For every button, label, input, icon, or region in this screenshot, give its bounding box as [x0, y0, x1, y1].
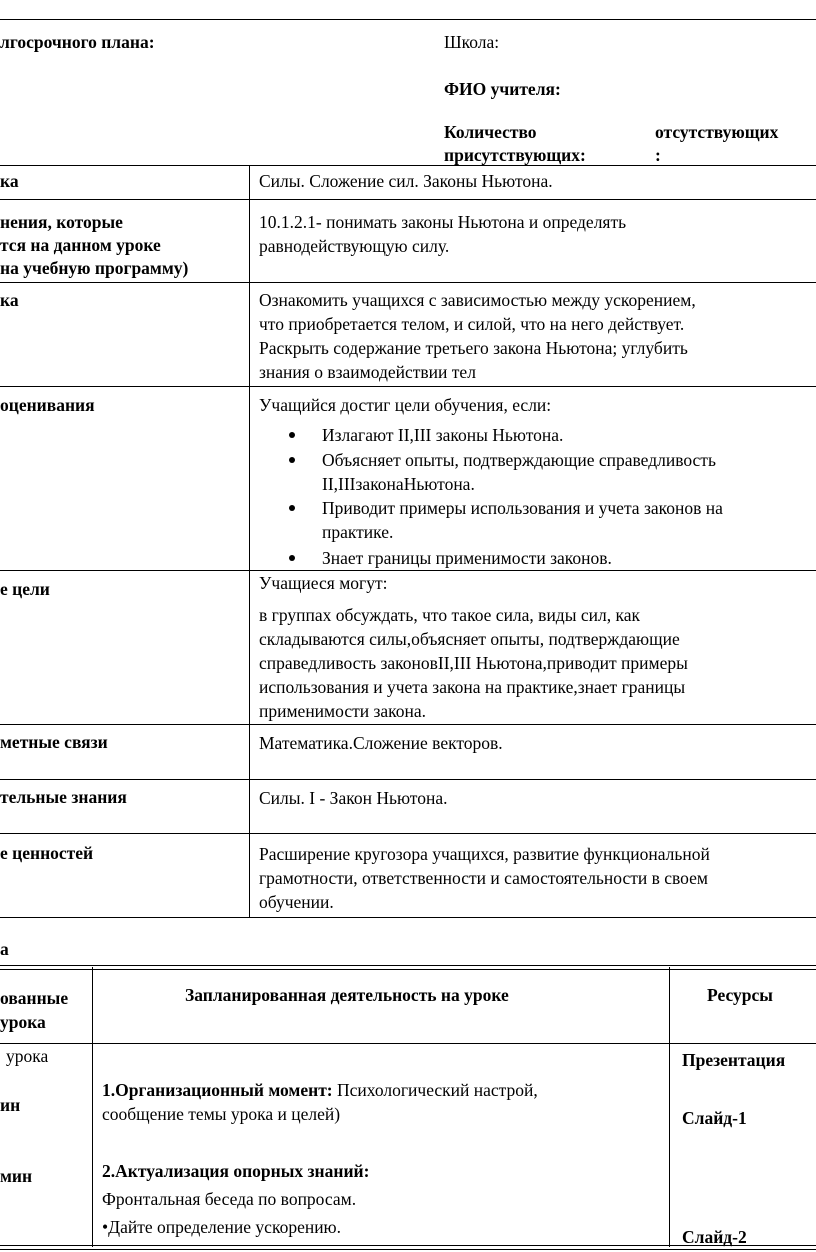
col-header-resources: Ресурсы	[707, 985, 773, 1005]
activity-item-1-line2: сообщение темы урока и целей)	[102, 1104, 341, 1124]
goals-label: нения, которые	[0, 212, 123, 232]
cross-links-value: Математика.Сложение векторов.	[259, 733, 503, 753]
criteria-bullet: Объясняет опыты, подтверждающие справедливость	[322, 450, 716, 470]
plan-label: лгосрочного плана:	[0, 32, 155, 52]
resource-slide-2: Слайд-2	[682, 1227, 747, 1247]
lesson-goal-label: ка	[0, 290, 19, 310]
section-title: а	[0, 939, 9, 959]
row-divider	[0, 779, 816, 780]
criteria-intro: Учащийся достиг цели обучения, если:	[259, 395, 552, 415]
row-divider	[0, 386, 816, 387]
bullet-dot-icon	[289, 505, 295, 511]
activity-item-1	[102, 1079, 538, 1101]
stage-time: ин	[0, 1095, 21, 1115]
language-goals-value: применимости закона.	[259, 701, 427, 721]
lesson-goal-value: знания о взаимодействии тел	[259, 362, 476, 382]
col-header-activity: Запланированная деятельность на уроке	[185, 985, 509, 1005]
goals-label: на учебную программу)	[0, 258, 189, 278]
row-divider	[0, 833, 816, 834]
school-label: Школа:	[444, 32, 500, 52]
language-goals-label: е цели	[0, 579, 50, 599]
values-value: Расширение кругозора учащихся, развитие функциональной	[259, 844, 710, 864]
bullet-dot-icon	[289, 432, 295, 438]
resource-slide-1: Слайд-1	[682, 1108, 747, 1128]
goals-value: 10.1.2.1- понимать законы Ньютона и определять	[259, 212, 627, 232]
topic-value: Силы. Сложение сил. Законы Ньютона.	[259, 171, 553, 191]
row-divider	[0, 570, 816, 571]
stage-time: мин	[0, 1166, 33, 1186]
lesson-goal-value: Раскрыть содержание третьего закона Ньютона; углубить	[259, 338, 688, 358]
count-label: Количество	[444, 122, 537, 142]
present-label: присутствующих:	[444, 145, 586, 165]
activity-item-2-line2: •Дайте определение ускорению.	[102, 1217, 342, 1237]
row-divider	[0, 724, 816, 725]
criteria-label: оценивания	[0, 395, 95, 415]
language-goals-value: справедливость законовII,III Ньютона,приводит примеры	[259, 653, 688, 673]
topic-label: ка	[0, 171, 19, 191]
criteria-bullet: Приводит примеры использования и учета законов на	[322, 498, 723, 518]
bullet-dot-icon	[289, 457, 295, 463]
column-divider	[92, 967, 93, 1247]
table-top-border	[0, 19, 816, 20]
values-value: обучении.	[259, 892, 334, 912]
criteria-bullet: II,IIIзаконаНьютона.	[322, 474, 475, 494]
stage-label: урока	[6, 1046, 49, 1066]
activity-item-1-title: 1.Организационный момент:	[102, 1080, 333, 1100]
header-divider	[0, 1043, 816, 1044]
teacher-label: ФИО учителя:	[444, 79, 561, 99]
col-header-stages: урока	[0, 1012, 46, 1032]
row-divider	[0, 199, 816, 200]
prior-knowledge-label: тельные знания	[0, 787, 127, 807]
absent-label: отсутствующих	[655, 122, 779, 142]
values-value: грамотности, ответственности и самостоятельности в своем	[259, 868, 708, 888]
language-goals-intro: Учащиеся могут:	[259, 573, 388, 593]
lesson-goal-value: что приобретается телом, и силой, что на него действует.	[259, 314, 685, 334]
criteria-bullet: практике.	[322, 522, 394, 542]
column-divider	[249, 165, 250, 917]
language-goals-value: использования и учета закона на практике,знает границы	[259, 677, 686, 697]
prior-knowledge-value: Силы. I - Закон Ньютона.	[259, 788, 448, 808]
criteria-bullet: Знает границы применимости законов.	[322, 548, 612, 568]
values-label: е ценностей	[0, 843, 94, 863]
activity-item-2-line1: Фронтальная беседа по вопросам.	[102, 1189, 357, 1209]
lesson-goal-value: Ознакомить учащихся с зависимостью между ускорением,	[259, 290, 696, 310]
row-divider	[0, 282, 816, 283]
goals-value: равнодействующую силу.	[259, 236, 450, 256]
table-bottom-border	[0, 917, 816, 918]
resource-presentation: Презентация	[682, 1050, 786, 1070]
colon: :	[655, 145, 661, 165]
col-header-stages: ованные	[0, 988, 69, 1008]
activity-item-2-title: 2.Актуализация опорных знаний:	[102, 1161, 370, 1181]
cross-links-label: метные связи	[0, 732, 108, 752]
row-divider	[0, 165, 816, 166]
goals-label: тся на данном уроке	[0, 235, 161, 255]
activity-item-1-text: Психологический настрой,	[332, 1080, 538, 1100]
bullet-dot-icon	[289, 555, 295, 561]
language-goals-value: складываются силы,объясняет опыты, подтверждающие	[259, 629, 680, 649]
table-top-border	[0, 965, 816, 970]
criteria-bullet: Излагают II,III законы Ньютона.	[322, 425, 564, 445]
language-goals-value: в группах обсуждать, что такое сила, виды сил, как	[259, 605, 640, 625]
column-divider	[669, 967, 670, 1247]
